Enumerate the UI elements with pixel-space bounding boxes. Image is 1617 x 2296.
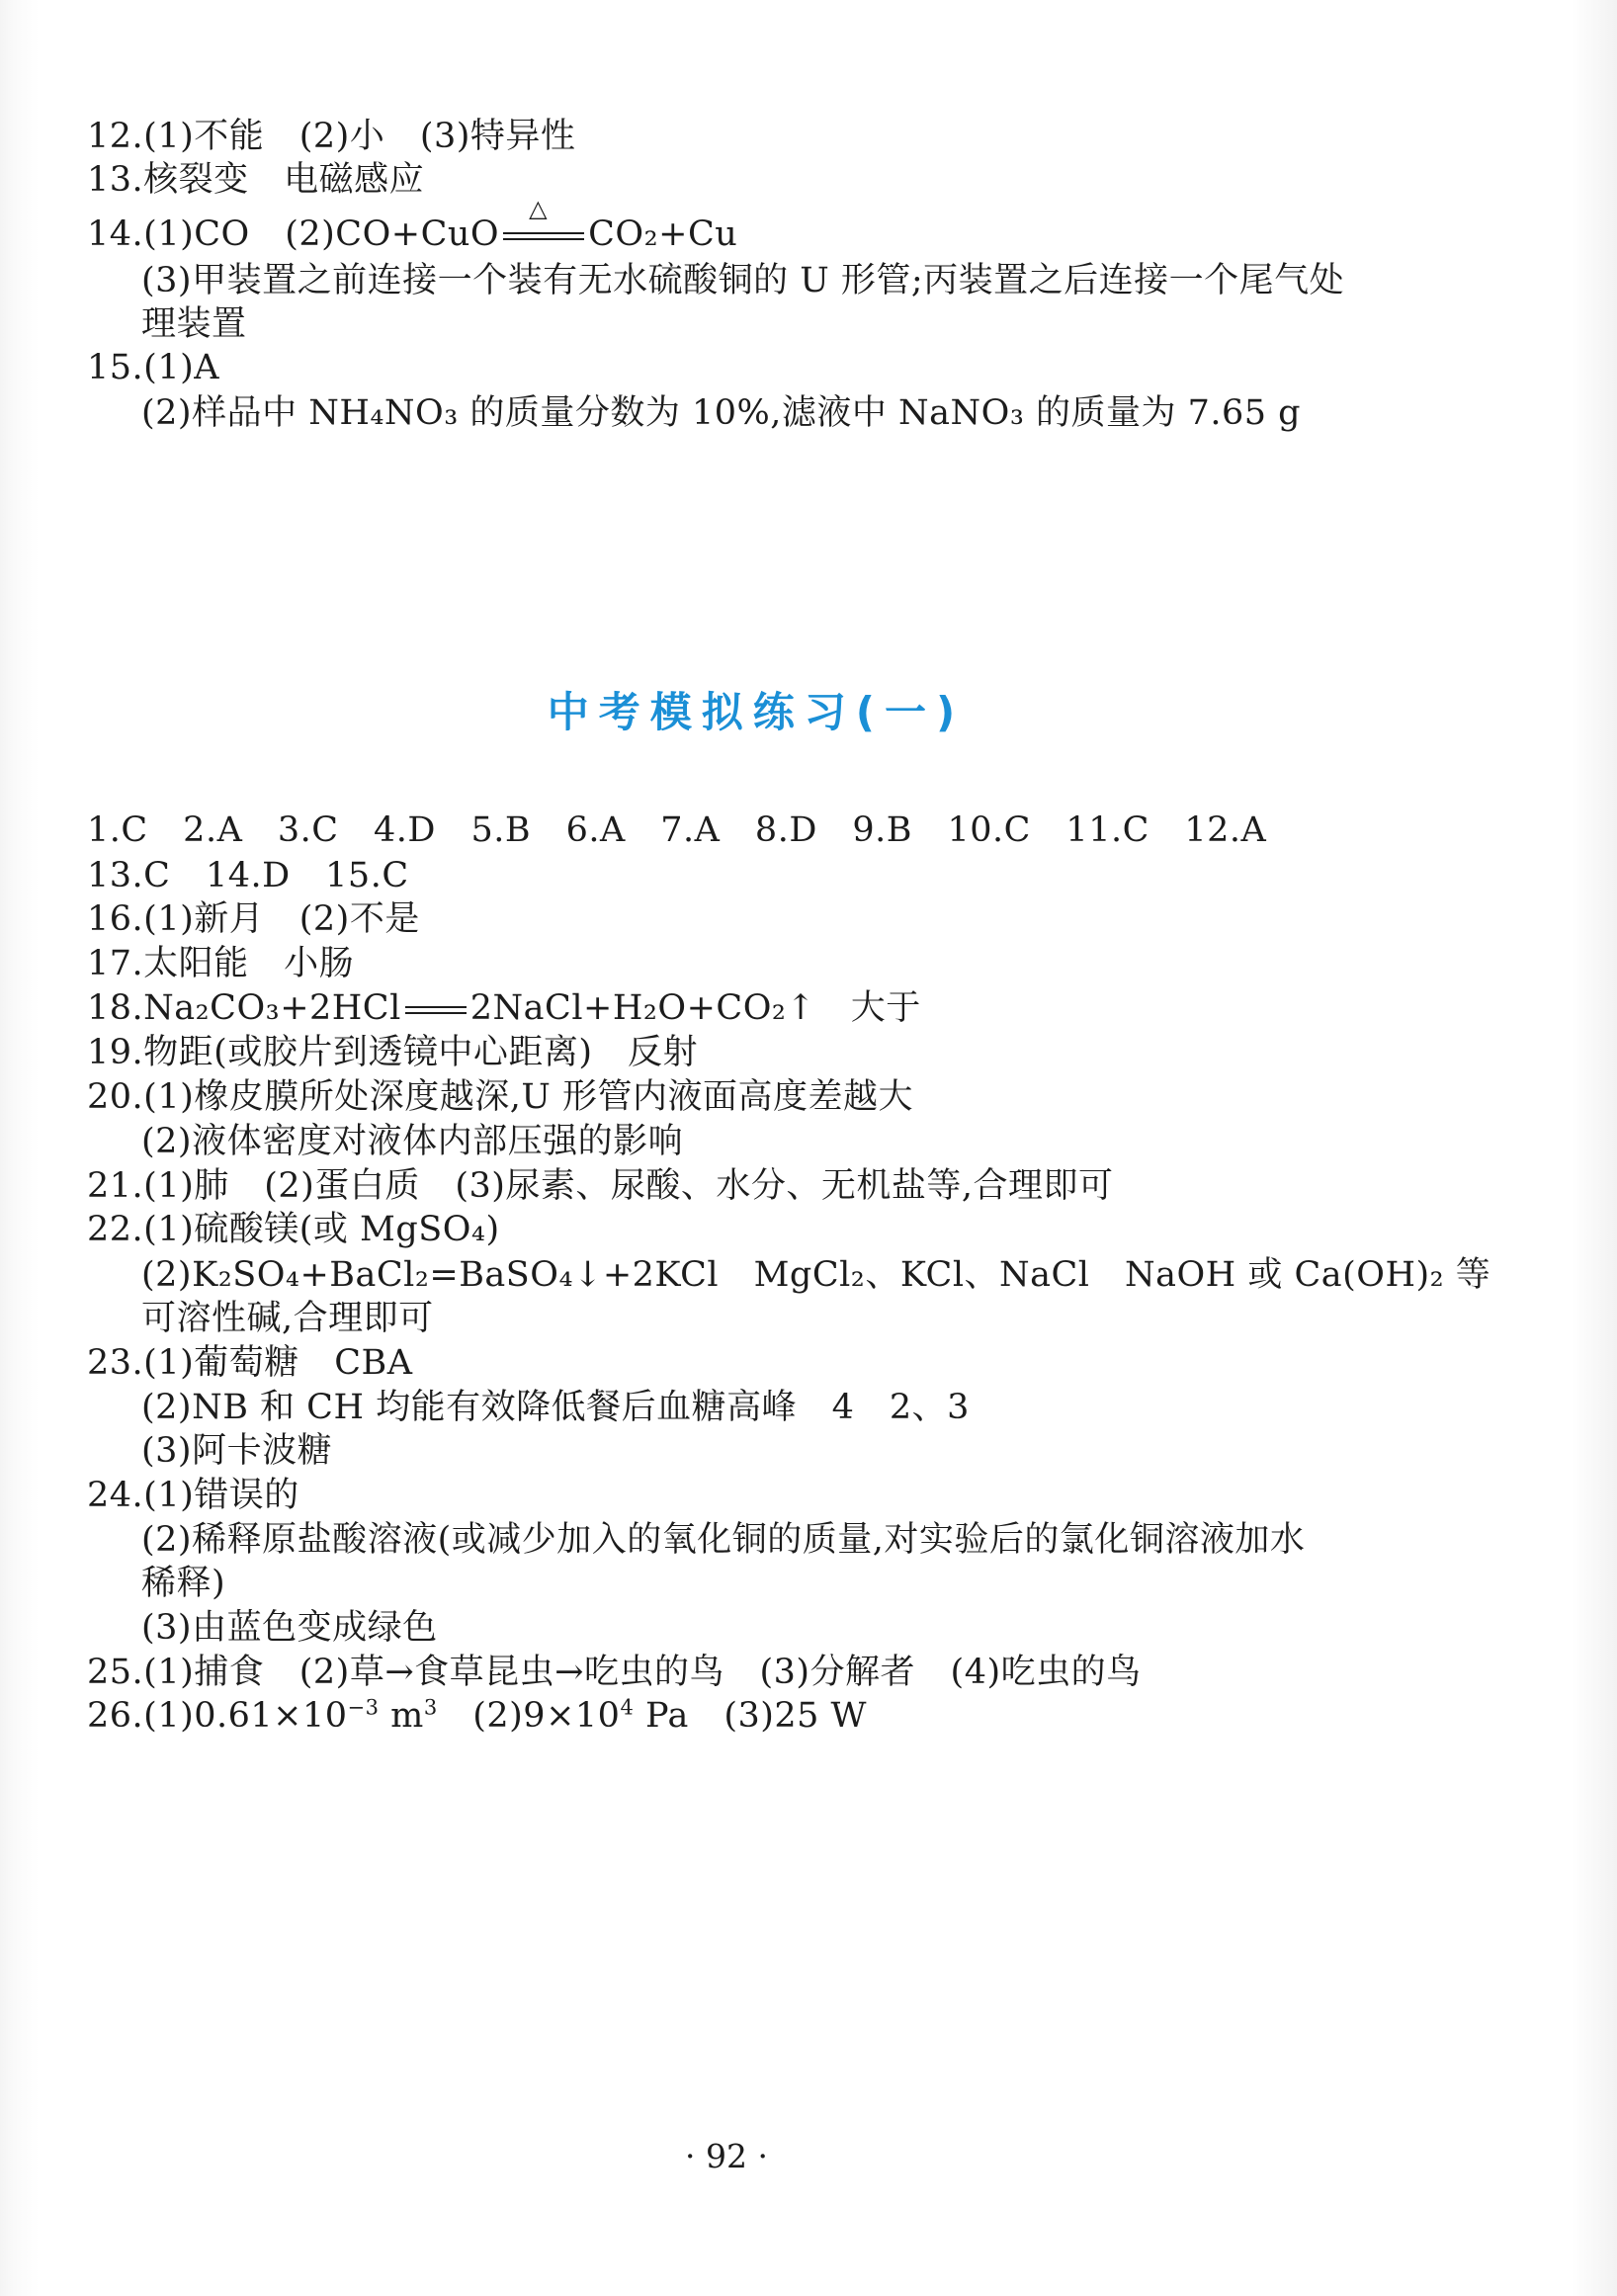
answer-21: 21.(1)肺 (2)蛋白质 (3)尿素、尿酸、水分、无机盐等,合理即可 (87, 1166, 1114, 1206)
answer-22-part1: 22.(1)硫酸镁(或 MgSO₄) (87, 1210, 500, 1249)
answer-26 (87, 1694, 867, 1738)
answer-22-part2-line1: (2)K₂SO₄+BaCl₂=BaSO₄↓+2KCl MgCl₂、KCl、NaCl NaOH 或 Ca(OH)₂ 等 (141, 1255, 1491, 1295)
answer-26-unit-exponent: 3 (423, 1695, 438, 1720)
answer-14-lhs: 14.(1)CO (2)CO+CuO (87, 214, 500, 254)
equals-sign (401, 986, 470, 1030)
answer-17: 17.太阳能 小肠 (87, 944, 355, 983)
answers-1-12: 1.C 2.A 3.C 4.D 5.B 6.A 7.A 8.D 9.B 10.C 11.C 12.A (87, 810, 1267, 850)
answer-18-lhs: 18.Na₂CO₃+2HCl (87, 988, 401, 1028)
answer-23-part3: (3)阿卡波糖 (141, 1431, 333, 1471)
answer-24-part3: (3)由蓝色变成绿色 (141, 1608, 438, 1648)
answer-26-exponent1: −3 (347, 1695, 380, 1720)
answer-24-part2-line2: 稀释) (141, 1564, 226, 1603)
answer-12: 12.(1)不能 (2)小 (3)特异性 (87, 117, 576, 156)
answer-24-part2-line1: (2)稀释原盐酸溶液(或减少加入的氧化铜的质量,对实验后的氯化铜溶液加水 (141, 1520, 1306, 1560)
answer-20-part1: 20.(1)橡皮膜所处深度越深,U 形管内液面高度差越大 (87, 1077, 913, 1117)
heating-equals-sign (499, 195, 588, 256)
answer-13: 13.核裂变 电磁感应 (87, 160, 425, 200)
answer-15-part2: (2)样品中 NH₄NO₃ 的质量分数为 10%,滤液中 NaNO₃ 的质量为 7.65 g (141, 393, 1302, 433)
answer-14-part3-line2: 理装置 (141, 304, 247, 344)
answer-18 (87, 986, 921, 1030)
answer-19: 19.物距(或胶片到透镜中心距离) 反射 (87, 1033, 698, 1072)
answer-22-part2-line2: 可溶性碱,合理即可 (141, 1299, 434, 1338)
answer-18-rhs: 2NaCl+H₂O+CO₂↑ 大于 (469, 988, 921, 1028)
heating-triangle-icon: △ (529, 195, 549, 222)
answer-20-part2: (2)液体密度对液体内部压强的影响 (141, 1122, 684, 1161)
answer-23-part2: (2)NB 和 CH 均能有效降低餐后血糖高峰 4 2、3 (141, 1388, 970, 1427)
answer-15-part1: 15.(1)A (87, 348, 220, 387)
answer-26-part1: 26.(1)0.61×10 (87, 1696, 348, 1736)
answer-26-exponent2: 4 (620, 1695, 635, 1720)
answer-23-part1: 23.(1)葡萄糖 CBA (87, 1343, 413, 1383)
answer-14-rhs: CO₂+Cu (588, 214, 738, 254)
section-title: 中考模拟练习(一) (547, 688, 966, 736)
answer-16: 16.(1)新月 (2)不是 (87, 899, 420, 939)
answer-26-part2-tail: Pa (3)25 W (644, 1696, 868, 1736)
answer-26-part2: (2)9×10 (472, 1696, 621, 1736)
page-number: · 92 · (685, 2137, 768, 2175)
answers-13-15: 13.C 14.D 15.C (87, 856, 409, 895)
answer-24-part1: 24.(1)错误的 (87, 1476, 299, 1515)
answer-26-unit1: m (390, 1696, 424, 1736)
answer-25: 25.(1)捕食 (2)草→食草昆虫→吃虫的鸟 (3)分解者 (4)吃虫的鸟 (87, 1653, 1142, 1692)
answer-14-part3-line1: (3)甲装置之前连接一个装有无水硫酸铜的 U 形管;丙装置之后连接一个尾气处 (141, 261, 1345, 300)
answer-14-equation (87, 195, 738, 256)
